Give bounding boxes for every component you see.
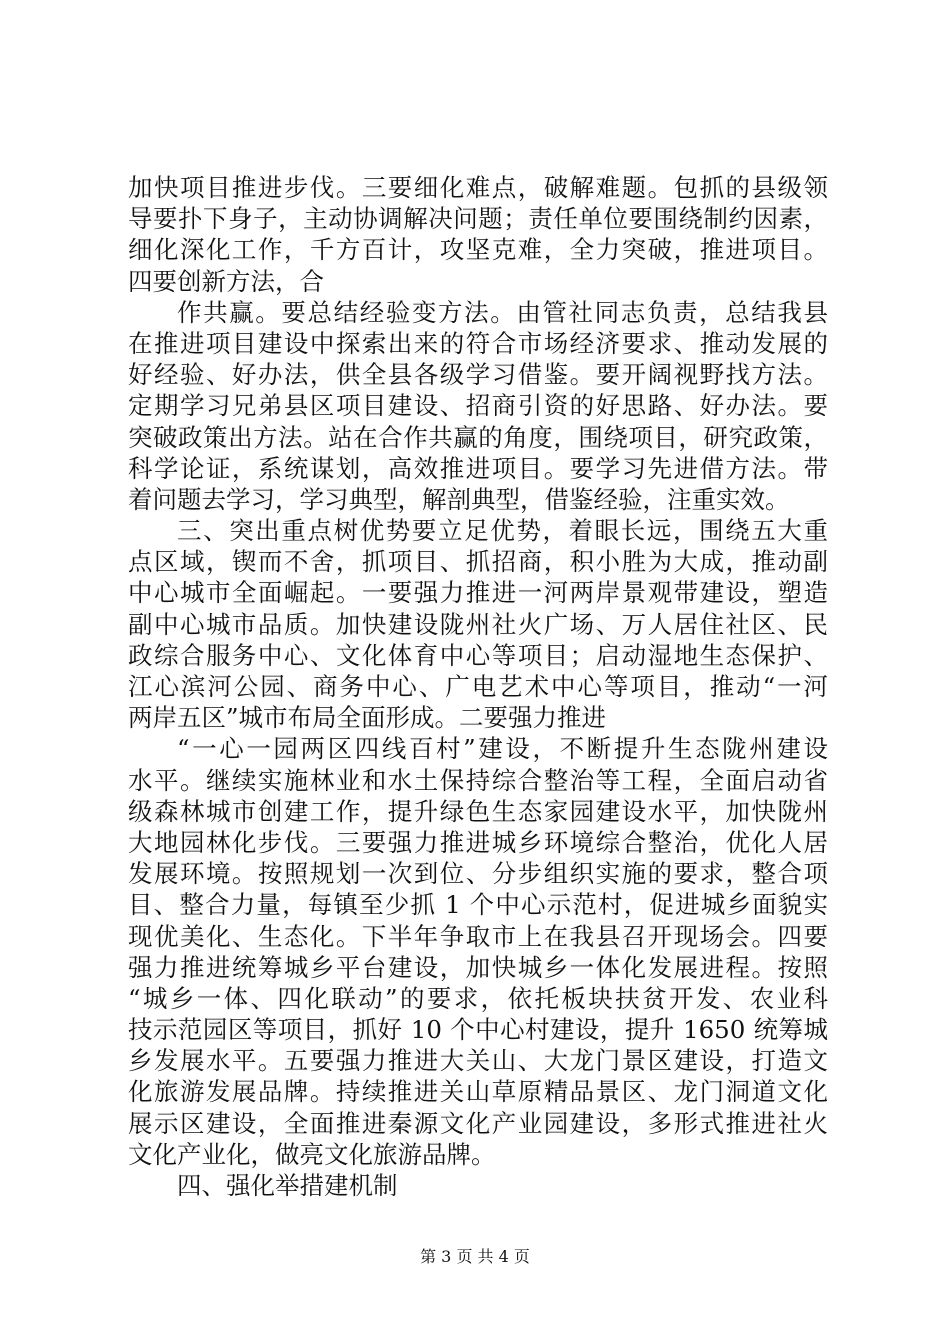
text-line: 四、强化举措建机制 [177,1171,398,1200]
text-line: 政综合服务中心、文化体育中心等项目；启动湿地生态保护、 [128,640,828,670]
text-line: 化旅游发展品牌。持续推进关山草原精品景区、龙门洞道文化 [128,1077,828,1107]
text-line: 两岸五区”城市布局全面形成。二要强力推进 [128,703,607,733]
text-line: 四要创新方法，合 [128,266,324,296]
text-line: 发展环境。按照规划一次到位、分步组织实施的要求，整合项 [128,859,828,889]
text-line: 文化产业化，做亮文化旅游品牌。 [128,1139,496,1169]
text-line: 现优美化、生态化。下半年争取市上在我县召开现场会。四要 [128,921,828,951]
text-line: 江心滨河公园、商务中心、广电艺术中心等项目，推动“一河 [128,672,828,701]
text-line: 点区域，锲而不舍，抓项目、抓招商，积小胜为大成，推动副 [128,547,828,577]
text-line: 中心城市全面崛起。一要强力推进一河两岸景观带建设，塑造 [128,578,828,608]
paragraph [128,515,828,733]
text-line: 乡发展水平。五要强力推进大关山、大龙门景区建设，打造文 [128,1046,828,1076]
text-line: 加快项目推进步伐。三要细化难点，破解难题。包抓的县级领 [128,173,828,202]
text-line: 细化深化工作，千方百计，攻坚克难，全力突破，推进项目。 [128,235,828,265]
page-footer: 第 3 页 共 4 页 [420,1247,530,1266]
text-line: 水平。继续实施林业和水土保持综合整治等工程，全面启动省 [128,765,828,795]
text-line: 级森林城市创建工作，提升绿色生态家园建设水平，加快陇州 [128,796,828,826]
text-line: 好经验、好办法，供全县各级学习借鉴。要开阔视野找方法。 [128,360,828,390]
text-line: 展示区建设，全面推进秦源文化产业园建设，多形式推进社火 [128,1108,828,1138]
text-line: 大地园林化步伐。三要强力推进城乡环境综合整治，优化人居 [128,827,828,857]
text-line: 作共赢。要总结经验变方法。由管社同志负责，总结我县 [177,297,828,327]
text-line: 副中心城市品质。加快建设陇州社火广场、万人居住社区、民 [128,609,828,639]
text-line: 三、突出重点树优势要立足优势，着眼长远，围绕五大重 [177,516,828,546]
text-line: 定期学习兄弟县区项目建设、招商引资的好思路、好办法。要 [128,391,828,421]
text-line: 强力推进统筹城乡平台建设，加快城乡一体化发展进程。按照 [128,952,828,982]
document-body [128,172,828,1201]
text-line: 科学论证，系统谋划，高效推进项目。要学习先进借方法。带 [128,453,828,483]
text-line: 技示范园区等项目，抓好 10 个中心村建设，提升 1650 统筹城 [128,1015,828,1045]
text-line: “城乡一体、四化联动”的要求，依托板块扶贫开发、农业科 [128,983,828,1013]
text-line: 目、整合力量，每镇至少抓 1 个中心示范村，促进城乡面貌实 [128,890,828,920]
text-line: 着问题去学习，学习典型，解剖典型，借鉴经验，注重实效。 [128,484,790,514]
text-line: “一心一园两区四线百村”建设，不断提升生态陇州建设 [177,734,828,764]
text-line: 在推进项目建设中探索出来的符合市场经济要求、推动发展的 [128,328,828,358]
text-line: 突破政策出方法。站在合作共赢的角度，围绕项目，研究政策， [128,422,828,452]
paragraph [128,297,828,515]
text-line: 导要扑下身子，主动协调解决问题；责任单位要围绕制约因素， [128,204,828,234]
paragraph [128,1170,828,1201]
paragraph [128,733,828,1170]
paragraph [128,172,828,297]
